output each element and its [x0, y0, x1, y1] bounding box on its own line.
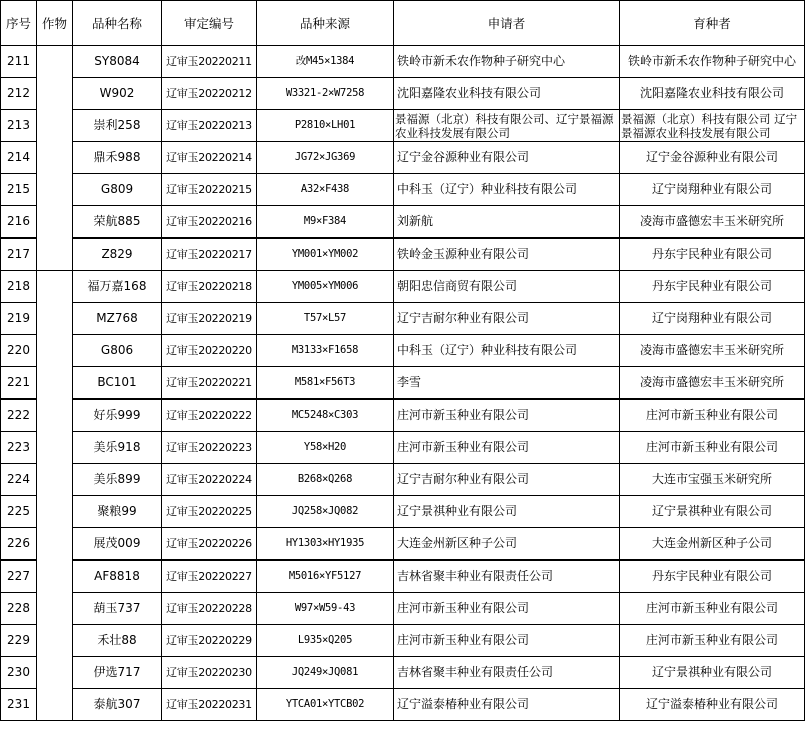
cell-applicant: 景福源（北京）科技有限公司、辽宁景福源农业科技发展有限公司 — [394, 110, 620, 142]
cell-approval: 辽审玉20220226 — [162, 528, 257, 561]
cell-source: MC5248×C303 — [257, 399, 394, 432]
table-row — [1, 367, 805, 400]
cell-applicant: 庄河市新玉种业有限公司 — [394, 625, 620, 657]
cell-index: 230 — [1, 657, 37, 689]
cell-index: 228 — [1, 593, 37, 625]
cell-applicant: 大连金州新区种子公司 — [394, 528, 620, 561]
cell-breeder: 沈阳嘉隆农业科技有限公司 — [620, 78, 805, 110]
cell-variety: 福万嘉168 — [73, 271, 162, 303]
table-row — [1, 271, 805, 303]
cell-crop — [37, 46, 73, 271]
cell-approval: 辽审玉20220215 — [162, 174, 257, 206]
cell-index: 221 — [1, 367, 37, 400]
cell-applicant: 李雪 — [394, 367, 620, 400]
cell-index: 231 — [1, 689, 37, 721]
cell-variety: BC101 — [73, 367, 162, 400]
cell-approval: 辽审玉20220212 — [162, 78, 257, 110]
cell-applicant: 吉林省聚丰种业有限责任公司 — [394, 560, 620, 593]
header-breeder: 育种者 — [620, 1, 805, 46]
cell-index: 225 — [1, 496, 37, 528]
cell-source: 改M45×1384 — [257, 46, 394, 78]
cell-index: 222 — [1, 399, 37, 432]
cell-index: 215 — [1, 174, 37, 206]
table-row — [1, 46, 805, 78]
table-row — [1, 593, 805, 625]
cell-breeder: 辽宁溢泰椿种业有限公司 — [620, 689, 805, 721]
table-row — [1, 689, 805, 721]
cell-source: W3321-2×W7258 — [257, 78, 394, 110]
cell-variety: 崇利258 — [73, 110, 162, 142]
cell-applicant: 朝阳忠信商贸有限公司 — [394, 271, 620, 303]
table-row — [1, 399, 805, 432]
cell-variety: 荣航885 — [73, 206, 162, 239]
cell-approval: 辽审玉20220229 — [162, 625, 257, 657]
cell-source: B268×Q268 — [257, 464, 394, 496]
table-row — [1, 238, 805, 271]
cell-variety: G809 — [73, 174, 162, 206]
table-row — [1, 625, 805, 657]
header-applicant: 申请者 — [394, 1, 620, 46]
cell-variety: AF8818 — [73, 560, 162, 593]
cell-applicant: 铁岭市新禾农作物种子研究中心 — [394, 46, 620, 78]
table-row — [1, 657, 805, 689]
cell-index: 219 — [1, 303, 37, 335]
cell-variety: 展茂009 — [73, 528, 162, 561]
cell-approval: 辽审玉20220220 — [162, 335, 257, 367]
cell-approval: 辽审玉20220211 — [162, 46, 257, 78]
cell-source: L935×Q205 — [257, 625, 394, 657]
table-row — [1, 432, 805, 464]
cell-source: YM005×YM006 — [257, 271, 394, 303]
cell-source: JQ258×JQ082 — [257, 496, 394, 528]
cell-index: 226 — [1, 528, 37, 561]
cell-source: YM001×YM002 — [257, 238, 394, 271]
cell-approval: 辽审玉20220221 — [162, 367, 257, 400]
cell-applicant: 沈阳嘉隆农业科技有限公司 — [394, 78, 620, 110]
header-source: 品种来源 — [257, 1, 394, 46]
cell-source: JQ249×JQ081 — [257, 657, 394, 689]
cell-source: M9×F384 — [257, 206, 394, 239]
cell-applicant: 庄河市新玉种业有限公司 — [394, 593, 620, 625]
cell-breeder: 辽宁岗翔种业有限公司 — [620, 303, 805, 335]
cell-variety: W902 — [73, 78, 162, 110]
table-row — [1, 110, 805, 142]
table-row — [1, 142, 805, 174]
cell-breeder: 庄河市新玉种业有限公司 — [620, 399, 805, 432]
cell-index: 227 — [1, 560, 37, 593]
cell-applicant: 刘新航 — [394, 206, 620, 239]
cell-approval: 辽审玉20220227 — [162, 560, 257, 593]
cell-source: Y58×H20 — [257, 432, 394, 464]
cell-approval: 辽审玉20220222 — [162, 399, 257, 432]
cell-breeder: 丹东宇民种业有限公司 — [620, 271, 805, 303]
cell-approval: 辽审玉20220231 — [162, 689, 257, 721]
table-row — [1, 303, 805, 335]
cell-index: 220 — [1, 335, 37, 367]
cell-source: M581×F56T3 — [257, 367, 394, 400]
cell-approval: 辽审玉20220213 — [162, 110, 257, 142]
cell-variety: MZ768 — [73, 303, 162, 335]
cell-breeder: 铁岭市新禾农作物种子研究中心 — [620, 46, 805, 78]
cell-breeder: 丹东宇民种业有限公司 — [620, 238, 805, 271]
cell-breeder: 庄河市新玉种业有限公司 — [620, 625, 805, 657]
cell-applicant: 庄河市新玉种业有限公司 — [394, 432, 620, 464]
cell-breeder: 大连金州新区种子公司 — [620, 528, 805, 561]
cell-variety: 美乐918 — [73, 432, 162, 464]
cell-crop — [37, 271, 73, 721]
cell-source: M5016×YF5127 — [257, 560, 394, 593]
cell-index: 211 — [1, 46, 37, 78]
header-crop: 作物 — [37, 1, 73, 46]
header-variety: 品种名称 — [73, 1, 162, 46]
cell-approval: 辽审玉20220214 — [162, 142, 257, 174]
table-row — [1, 335, 805, 367]
cell-source: JG72×JG369 — [257, 142, 394, 174]
cell-breeder: 庄河市新玉种业有限公司 — [620, 432, 805, 464]
cell-approval: 辽审玉20220219 — [162, 303, 257, 335]
cell-source: HY1303×HY1935 — [257, 528, 394, 561]
cell-index: 223 — [1, 432, 37, 464]
header-row — [1, 1, 805, 46]
cell-applicant: 辽宁吉耐尔种业有限公司 — [394, 464, 620, 496]
cell-index: 212 — [1, 78, 37, 110]
cell-variety: 禾壮88 — [73, 625, 162, 657]
cell-index: 218 — [1, 271, 37, 303]
table-row — [1, 78, 805, 110]
table-row — [1, 528, 805, 561]
cell-breeder: 辽宁金谷源种业有限公司 — [620, 142, 805, 174]
header-approval: 审定编号 — [162, 1, 257, 46]
cell-applicant: 铁岭金玉源种业有限公司 — [394, 238, 620, 271]
cell-source: P2810×LH01 — [257, 110, 394, 142]
cell-approval: 辽审玉20220216 — [162, 206, 257, 239]
cell-variety: 美乐899 — [73, 464, 162, 496]
cell-index: 216 — [1, 206, 37, 239]
cell-breeder: 辽宁岗翔种业有限公司 — [620, 174, 805, 206]
cell-source: T57×L57 — [257, 303, 394, 335]
cell-breeder: 凌海市盛德宏丰玉米研究所 — [620, 206, 805, 239]
cell-source: M3133×F1658 — [257, 335, 394, 367]
cell-applicant: 中科玉（辽宁）种业科技有限公司 — [394, 335, 620, 367]
cell-variety: 聚粮99 — [73, 496, 162, 528]
cell-applicant: 中科玉（辽宁）种业科技有限公司 — [394, 174, 620, 206]
cell-breeder: 凌海市盛德宏丰玉米研究所 — [620, 367, 805, 400]
cell-source: YTCA01×YTCB02 — [257, 689, 394, 721]
cell-index: 214 — [1, 142, 37, 174]
cell-approval: 辽审玉20220225 — [162, 496, 257, 528]
cell-variety: 葫玉737 — [73, 593, 162, 625]
cell-breeder: 大连市宝强玉米研究所 — [620, 464, 805, 496]
cell-applicant: 辽宁吉耐尔种业有限公司 — [394, 303, 620, 335]
cell-index: 213 — [1, 110, 37, 142]
cell-applicant: 吉林省聚丰种业有限责任公司 — [394, 657, 620, 689]
cell-approval: 辽审玉20220223 — [162, 432, 257, 464]
cell-approval: 辽审玉20220218 — [162, 271, 257, 303]
cell-breeder: 辽宁景祺种业有限公司 — [620, 496, 805, 528]
table-row — [1, 206, 805, 239]
cell-breeder: 凌海市盛德宏丰玉米研究所 — [620, 335, 805, 367]
cell-variety: 泰航307 — [73, 689, 162, 721]
table-row — [1, 560, 805, 593]
cell-index: 224 — [1, 464, 37, 496]
cell-source: W97×W59-43 — [257, 593, 394, 625]
table-row — [1, 174, 805, 206]
cell-breeder: 庄河市新玉种业有限公司 — [620, 593, 805, 625]
cell-index: 217 — [1, 238, 37, 271]
cell-approval: 辽审玉20220228 — [162, 593, 257, 625]
cell-variety: SY8084 — [73, 46, 162, 78]
cell-index: 229 — [1, 625, 37, 657]
cell-breeder: 丹东宇民种业有限公司 — [620, 560, 805, 593]
cell-approval: 辽审玉20220224 — [162, 464, 257, 496]
cell-breeder: 景福源（北京）科技有限公司 辽宁景福源农业科技发展有限公司 — [620, 110, 805, 142]
cell-applicant: 辽宁溢泰椿种业有限公司 — [394, 689, 620, 721]
table-row — [1, 464, 805, 496]
cell-applicant: 辽宁景祺种业有限公司 — [394, 496, 620, 528]
table-row — [1, 496, 805, 528]
cell-applicant: 辽宁金谷源种业有限公司 — [394, 142, 620, 174]
cell-variety: G806 — [73, 335, 162, 367]
cell-variety: Z829 — [73, 238, 162, 271]
cell-approval: 辽审玉20220217 — [162, 238, 257, 271]
cell-variety: 鼎禾988 — [73, 142, 162, 174]
cell-source: A32×F438 — [257, 174, 394, 206]
cell-applicant: 庄河市新玉种业有限公司 — [394, 399, 620, 432]
cell-approval: 辽审玉20220230 — [162, 657, 257, 689]
header-index: 序号 — [1, 1, 37, 46]
cell-variety: 好乐999 — [73, 399, 162, 432]
cell-breeder: 辽宁景祺种业有限公司 — [620, 657, 805, 689]
cell-variety: 伊选717 — [73, 657, 162, 689]
